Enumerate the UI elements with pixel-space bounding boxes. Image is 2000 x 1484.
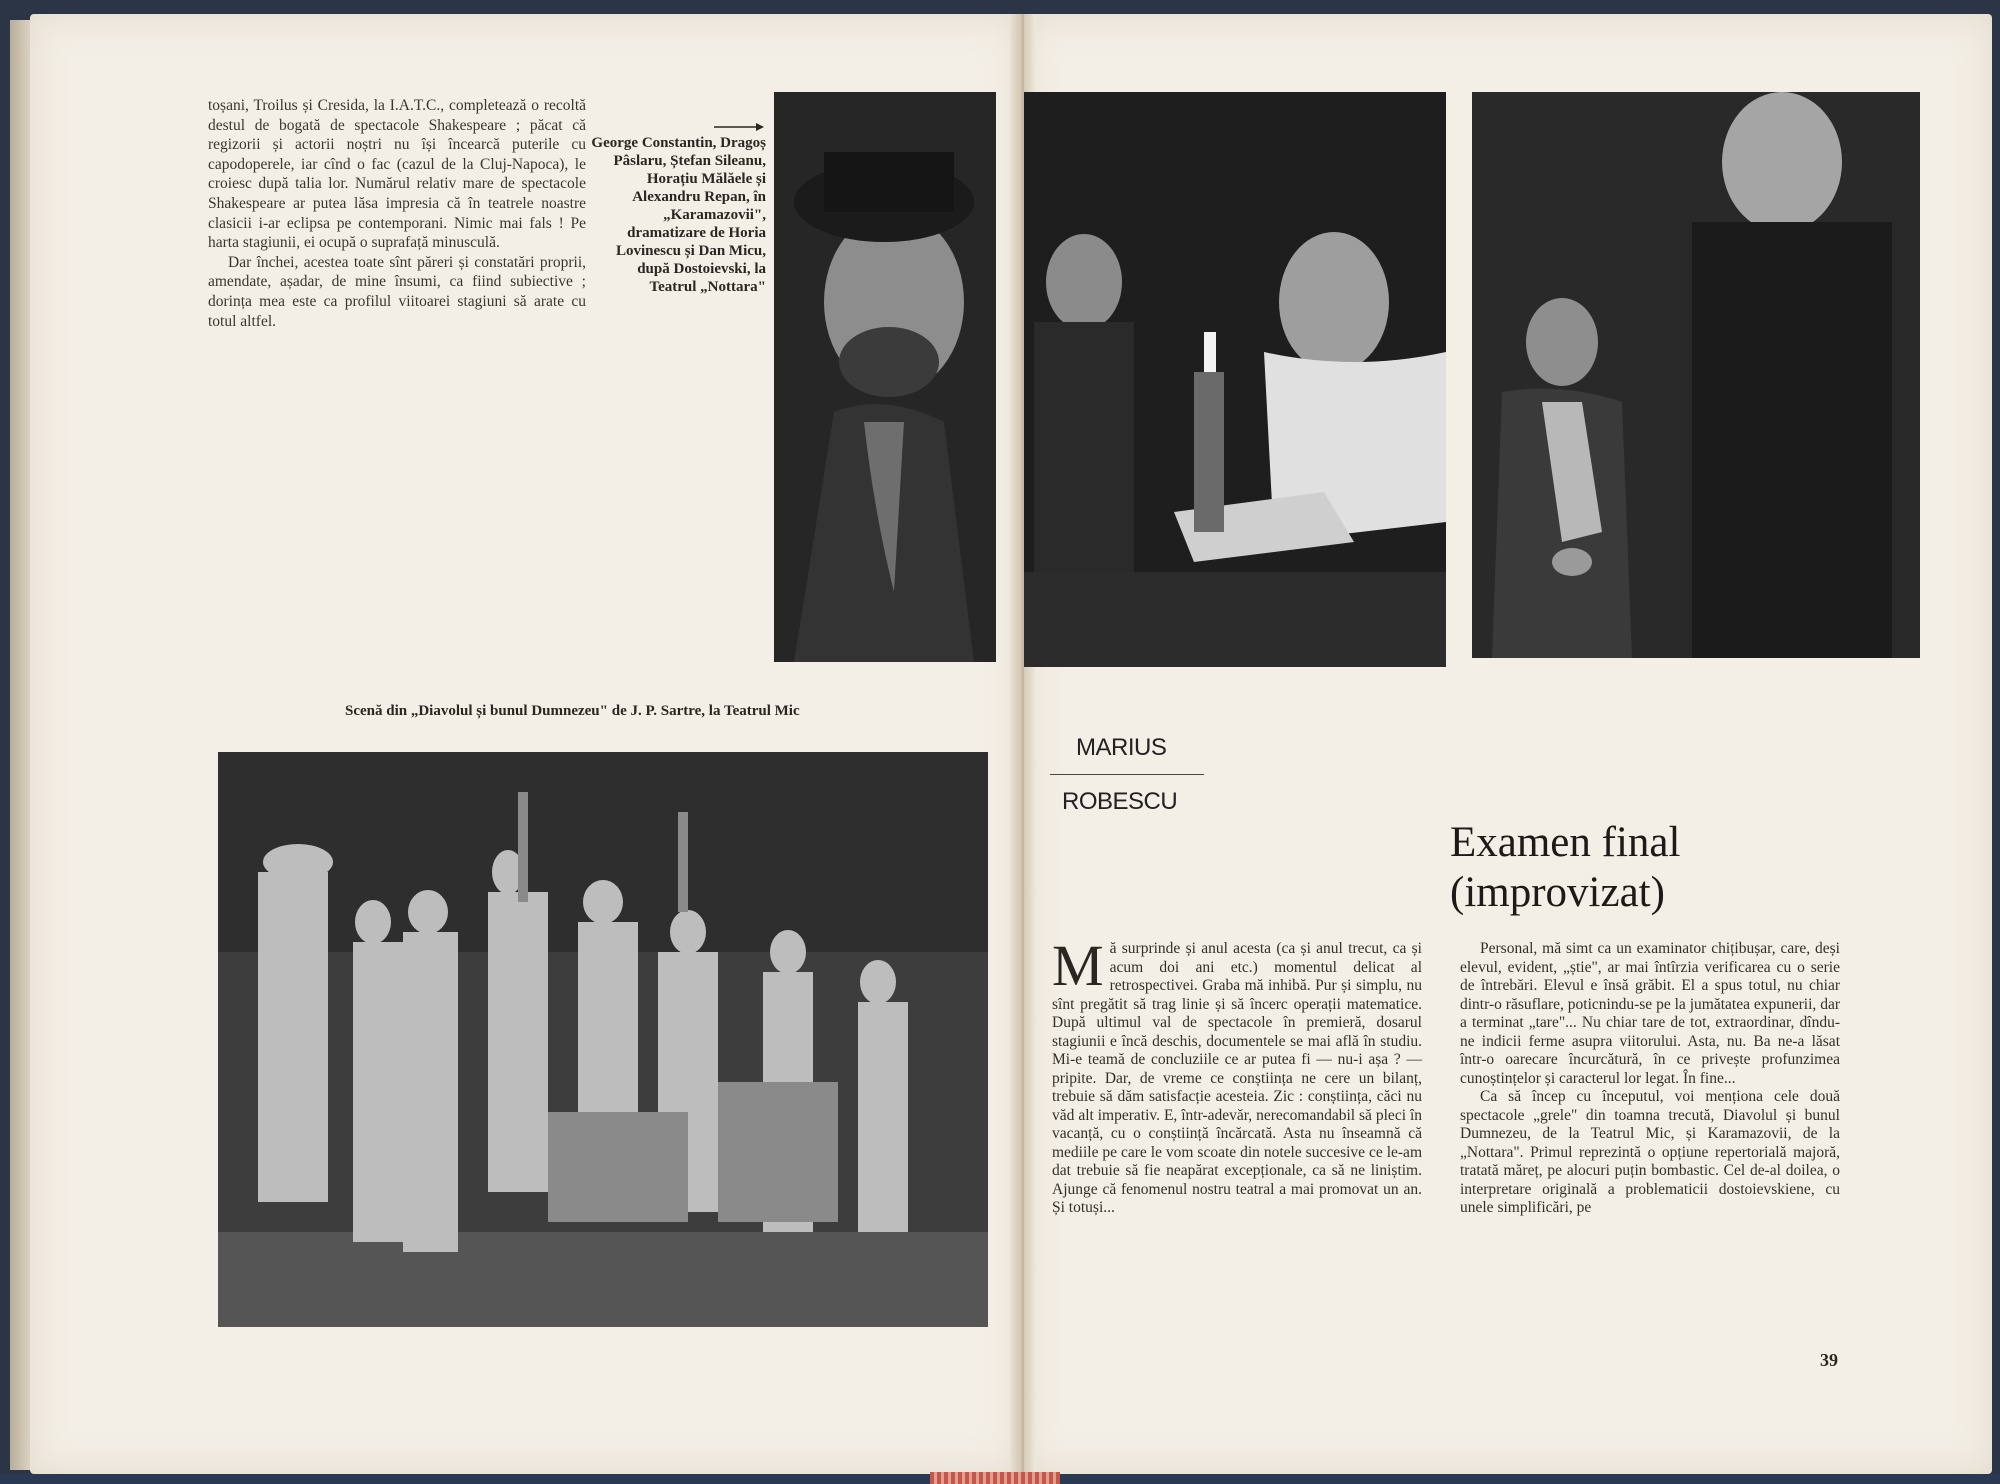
article-column-2: [1460, 940, 1840, 1218]
intro-paragraph-2: Dar închei, acestea toate sînt păreri și constatări proprii, amendate, așadar, de mine însumi, ca fiind subiective ; dorința mea este ca profilul viitoarei stagiuni să arate cu totul altfel.: [208, 253, 586, 330]
article-paragraph-3: Ca să încep cu începutul, voi menționa cele două spectacole „grele" din toamna trecută, Diavolul și bunul Dumnezeu, de la Teatrul Mic, și Karamazovii, de la „Nottara". Primul reprezintă o opțiune repertorială majoră, tratată măreț, pe alocuri puțin bombastic. Cel de-al doilea, o interpretare originală a problematicii dostoievskiene, cu unele simplificări, pe: [1460, 1088, 1840, 1216]
article-paragraph-1-text: ă surprinde și anul acesta (ca și anul trecut, ca și acum doi ani etc.) momentul delicat al retrospectivei. Graba mă inhibă. Pur și simplu, nu sînt pregătit să trag linie și să încerc operații matematice. După ultimul val de spectacole în premieră, dosarul stagiunii e încă deschis, documentele se mai află în studiu. Mi-e teamă de concluziile ce ar putea fi — nu-i așa ? — pripite. Dar, de vreme ce conștiința ne cere un bilanț, trebuie să dăm satisfacție acesteia. Zic : conștiința, căci nu văd alt imperativ. E, într-adevăr, nerecomandabil să pleci în vacanță, cu o conștiință încărcată. Asta nu înseamnă că mediile pe care le vom scoate din notele succesive ce le-am dat trebuie să fie neapărat excepționale, ca să ne liniștim. Ajunge că fenomenul nostru teatral a mai promovat un an. Și totuși...: [1052, 940, 1422, 1216]
author-rule: [1050, 774, 1204, 775]
article-title-line-2: (improvizat): [1450, 869, 1665, 916]
intro-text-block: [208, 96, 586, 331]
photo-karamazov-actor: [774, 92, 996, 662]
show-through-text: [1260, 660, 1460, 750]
article-title: [1450, 818, 1780, 918]
caption-arrow-icon: [714, 122, 764, 132]
article-paragraph-1: [1052, 933, 1422, 1218]
author-first-name: MARIUS: [1076, 734, 1167, 761]
photo-karamazov-two-actors: [1472, 92, 1920, 658]
page-number: 39: [1820, 1350, 1838, 1370]
intro-paragraph-1: toșani, Troilus și Cresida, la I.A.T.C., completează o recoltă destul de bogată de spectacole Shakespeare ; păcat că regizorii și actorii noștri nu își încearcă puterile cu capodoperele, iar cînd o fac (cazul de la Cluj-Napoca), le croiesc după talia lor. Numărul relativ mare de spectacole Shakespeare ar putea lăsa impresia că în teatrele noastre clasicii i-ar eclipsa pe contemporani. Nimic mai fals ! Pe harta stagiunii, ei ocupă o suprafață minusculă.: [208, 97, 586, 252]
photo-karamazov-candle-scene: [1024, 92, 1446, 667]
caption-karamazov: George Constantin, Dragoș Pâslaru, Ștefan Sileanu, Horațiu Mălăele și Alexandru Repan, în „Karamazovii", dramatizare de Horia Lovinescu și Dan Micu, după Dostoievski, la Teatrul „Nottara": [591, 135, 766, 295]
article-paragraph-2: Personal, mă simt ca un examinator chițibușar, care, deși elevul, evident, „știe", ar mai întîrzia verificarea cu o serie de întrebări. Elevul e însă grăbit. El a spus totul, nu chiar dintr-o răsuflare, poticnindu-se pe la jumătatea expunerii, dar a terminat „tare"... Nu chiar tare de tot, extraordinar, dîndu-ne indicii ferme asupra viitorului. Asta, nu. Ba ne-a lăsat într-o oarecare încurcătură, în ce privește profunzimea cunoștințelor și caracterul lor legat. În fine...: [1460, 940, 1840, 1087]
caption-diavolul: Scenă din „Diavolul și bunul Dumnezeu" de J. P. Sartre, la Teatrul Mic: [345, 703, 800, 719]
author-last-name: ROBESCU: [1062, 788, 1178, 815]
drop-cap: M: [1052, 933, 1104, 998]
photo-diavolul-scene: [218, 752, 988, 1327]
bookmark-ribbon: [930, 1472, 1060, 1484]
article-column-1: [1052, 933, 1422, 1218]
article-title-line-1: Examen final: [1450, 819, 1681, 866]
